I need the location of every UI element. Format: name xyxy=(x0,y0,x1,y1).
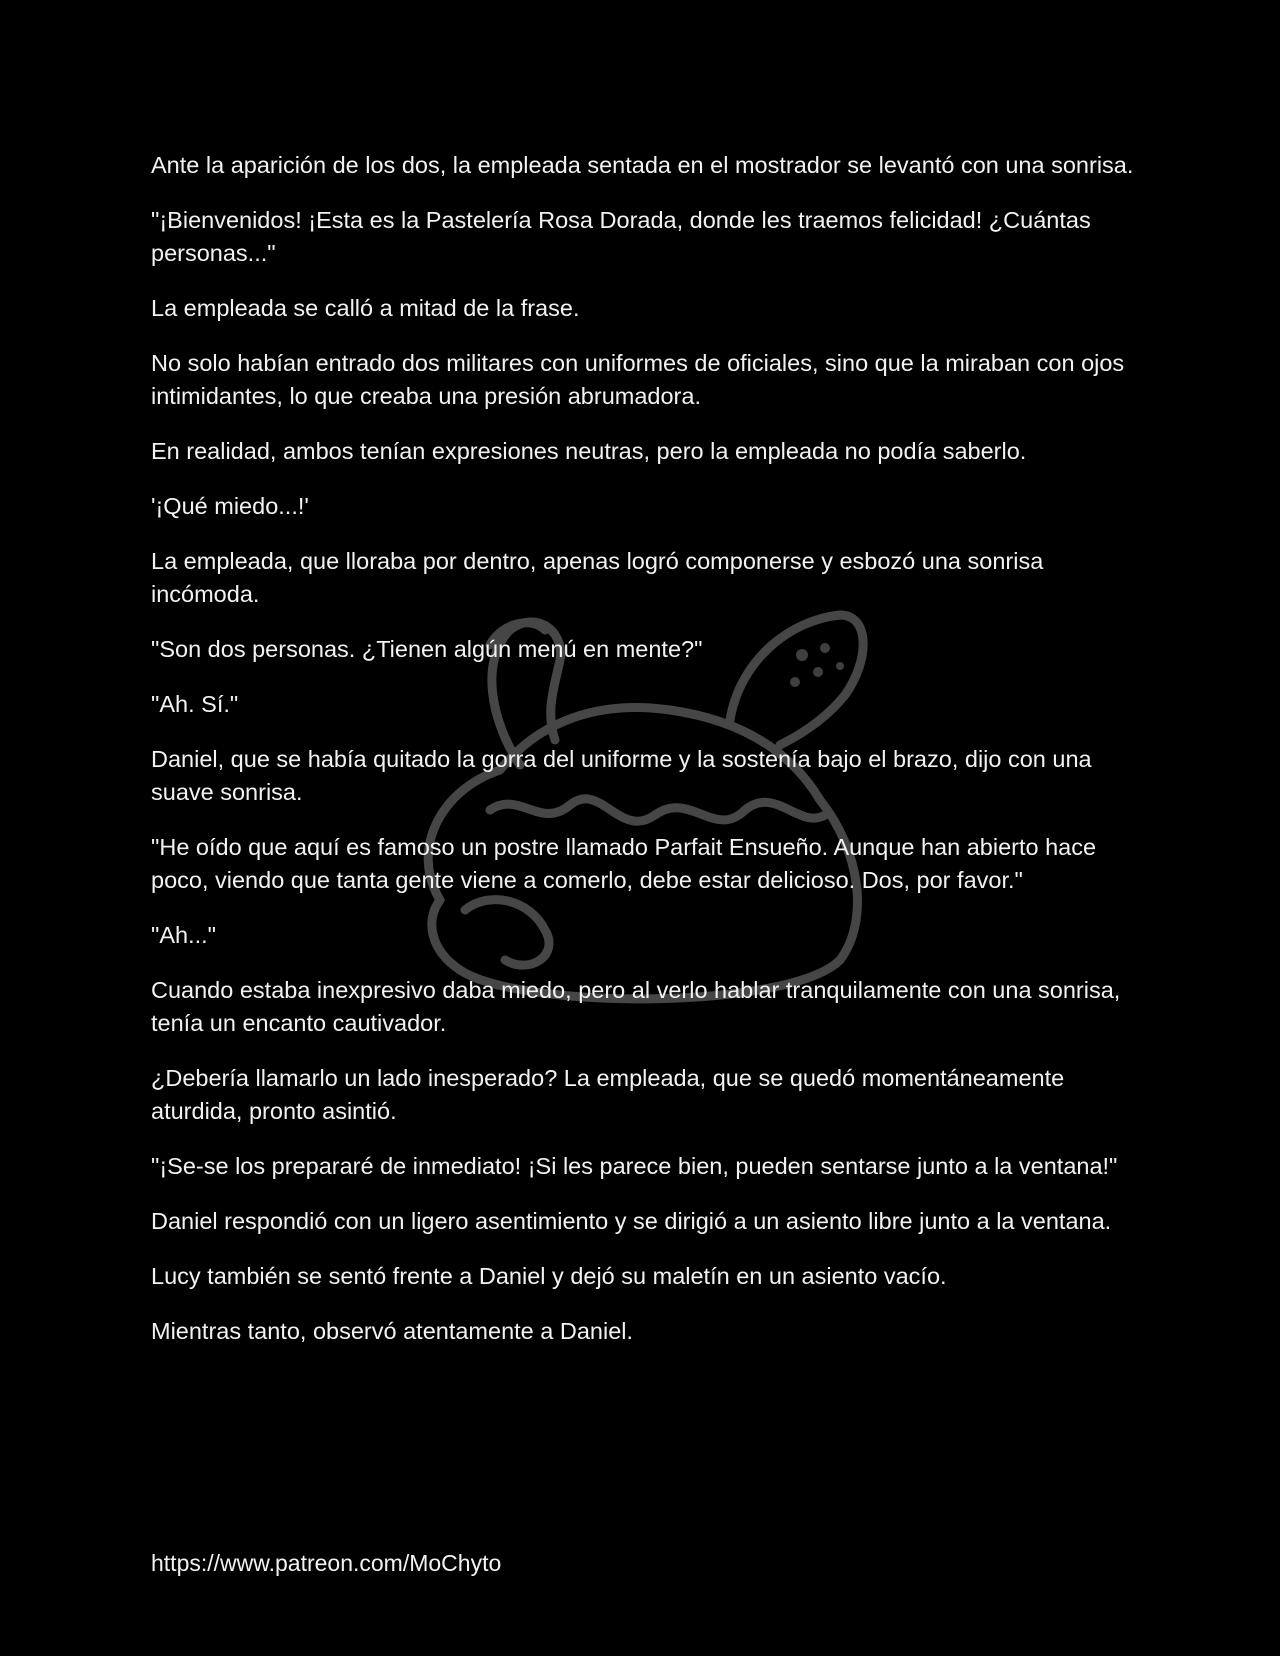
paragraph: "Son dos personas. ¿Tienen algún menú en mente?" xyxy=(151,636,703,662)
chapter-text xyxy=(151,149,1141,1370)
patreon-link[interactable]: https://www.patreon.com/MoChyto xyxy=(151,1550,502,1576)
paragraph: "Ah..." xyxy=(151,922,217,948)
paragraph: Daniel, que se había quitado la gorra del uniforme y la sostenía bajo el brazo, dijo con una suave sonrisa. xyxy=(151,746,1092,805)
paragraph: La empleada, que lloraba por dentro, apenas logró componerse y esbozó una sonrisa incómoda. xyxy=(151,548,1044,607)
paragraph: ¿Debería llamarlo un lado inesperado? La empleada, que se quedó momentáneamente aturdida, pronto asintió. xyxy=(151,1065,1065,1124)
paragraph: "He oído que aquí es famoso un postre llamado Parfait Ensueño. Aunque han abierto hace poco, viendo que tanta gente viene a comerlo, debe estar delicioso. Dos, por favor." xyxy=(151,834,1097,893)
paragraph: Daniel respondió con un ligero asentimiento y se dirigió a un asiento libre junto a la ventana. xyxy=(151,1208,1112,1234)
paragraph: Lucy también se sentó frente a Daniel y dejó su maletín en un asiento vacío. xyxy=(151,1263,947,1289)
paragraph: "¡Se-se los prepararé de inmediato! ¡Si les parece bien, pueden sentarse junto a la ventana!" xyxy=(151,1153,1118,1179)
paragraph: No solo habían entrado dos militares con uniformes de oficiales, sino que la miraban con ojos intimidantes, lo que creaba una presión abrumadora. xyxy=(151,350,1125,409)
paragraph: "¡Bienvenidos! ¡Esta es la Pastelería Rosa Dorada, donde les traemos felicidad! ¿Cuántas personas..." xyxy=(151,207,1091,266)
paragraph: En realidad, ambos tenían expresiones neutras, pero la empleada no podía saberlo. xyxy=(151,438,1027,464)
paragraph: '¡Qué miedo...!' xyxy=(151,493,309,519)
paragraph: Mientras tanto, observó atentamente a Daniel. xyxy=(151,1318,634,1344)
paragraph: "Ah. Sí." xyxy=(151,691,239,717)
paragraph: Cuando estaba inexpresivo daba miedo, pero al verlo hablar tranquilamente con una sonrisa, tenía un encanto cautivador. xyxy=(151,977,1121,1036)
paragraph: La empleada se calló a mitad de la frase. xyxy=(151,295,580,321)
paragraph: Ante la aparición de los dos, la empleada sentada en el mostrador se levantó con una sonrisa. xyxy=(151,152,1134,178)
